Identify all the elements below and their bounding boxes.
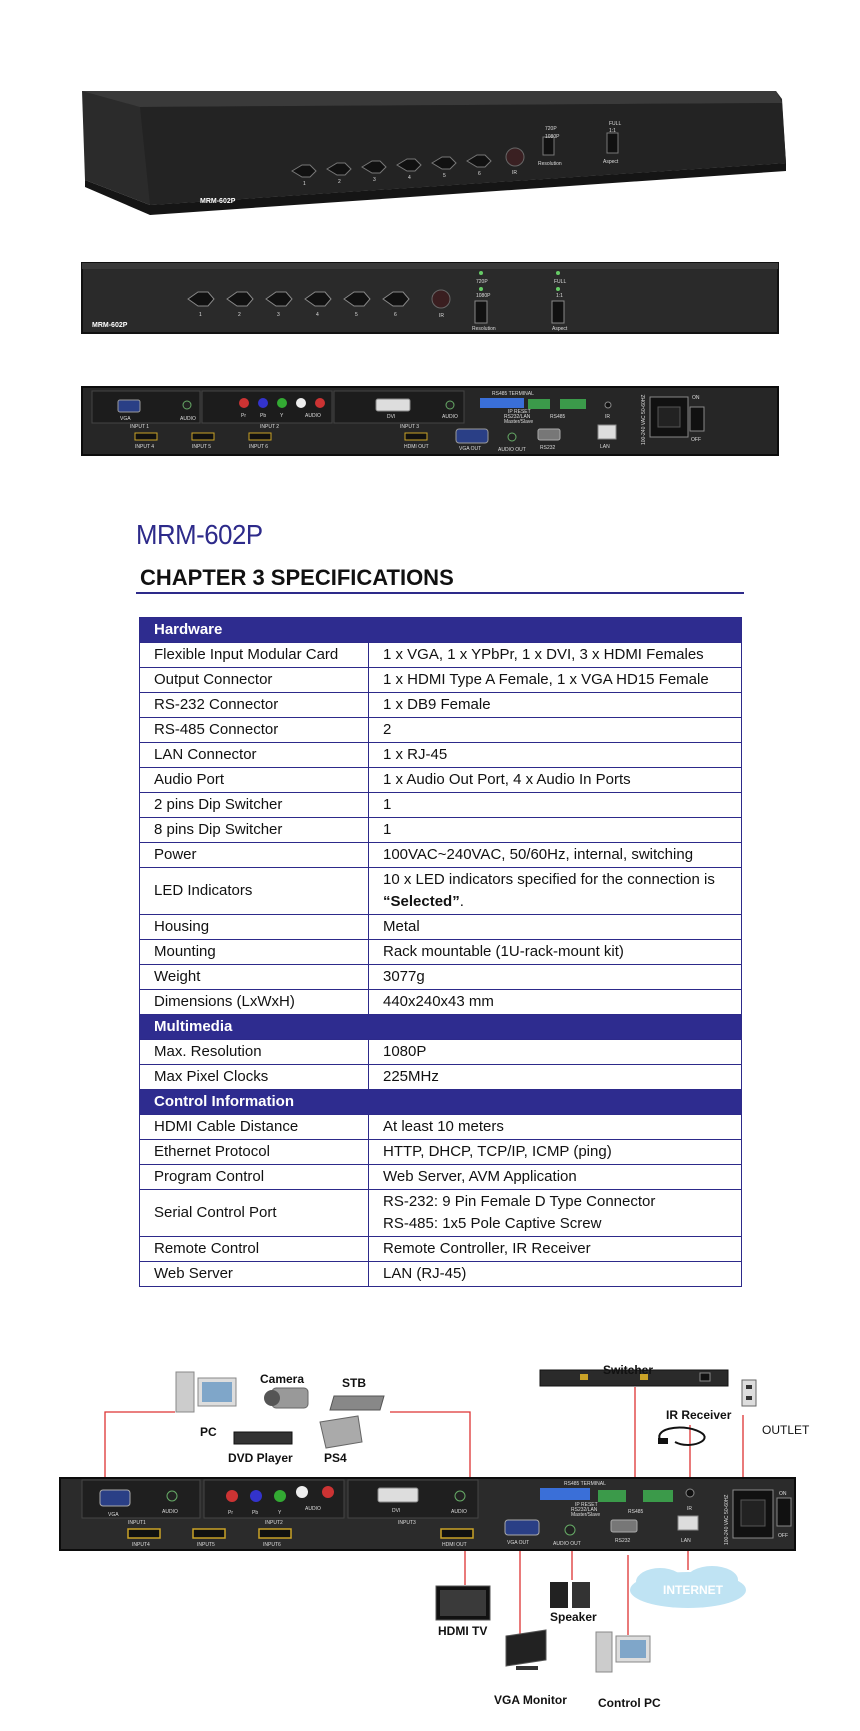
svg-text:100-240 VAC 50-60HZ: 100-240 VAC 50-60HZ [641, 394, 647, 445]
svg-text:1:1: 1:1 [609, 128, 616, 134]
vga-monitor-icon [506, 1630, 546, 1670]
svg-text:INPUT 3: INPUT 3 [400, 424, 420, 430]
connection-diagram [0, 1330, 860, 1730]
svg-text:IR: IR [512, 170, 517, 176]
table-row: RS-232 Connector 1 x DB9 Female [140, 693, 742, 718]
svg-text:AUDIO OUT: AUDIO OUT [498, 447, 526, 453]
svg-text:VGA OUT: VGA OUT [459, 446, 482, 452]
svg-text:5: 5 [443, 173, 446, 179]
front-model-label: MRM-602P [200, 198, 236, 205]
svg-text:INPUT 2: INPUT 2 [260, 424, 280, 430]
hdmi-tv-icon [436, 1586, 490, 1620]
ir-receiver-label: IR Receiver [666, 1408, 732, 1422]
svg-text:ON: ON [692, 395, 700, 401]
svg-text:1: 1 [303, 181, 306, 187]
svg-text:ON: ON [779, 1491, 787, 1497]
svg-text:DVI: DVI [387, 414, 396, 420]
svg-text:INPUT 4: INPUT 4 [135, 444, 155, 450]
svg-text:VGA OUT: VGA OUT [507, 1540, 530, 1546]
dvd-player-icon [234, 1432, 292, 1444]
hdmi-tv-label: HDMI TV [438, 1624, 488, 1638]
svg-text:Pr: Pr [228, 1510, 233, 1516]
svg-text:Master/Slave: Master/Slave [571, 1512, 601, 1518]
table-row: LED Indicators 10 x LED indicators specified for the connection is “Selected”. [140, 868, 742, 915]
internet-label: INTERNET [663, 1583, 723, 1597]
table-row: Program Control Web Server, AVM Application [140, 1165, 742, 1190]
svg-text:IP RESET: IP RESET [508, 409, 531, 415]
svg-text:6: 6 [478, 171, 481, 177]
ir-receiver-icon [658, 1427, 705, 1444]
ps4-icon [320, 1416, 362, 1448]
svg-text:6: 6 [394, 312, 397, 318]
svg-text:INPUT 5: INPUT 5 [192, 444, 212, 450]
svg-text:1080P: 1080P [476, 293, 491, 299]
svg-text:INPUT2: INPUT2 [265, 1520, 283, 1526]
svg-text:INPUT 1: INPUT 1 [130, 424, 150, 430]
model-title: MRM-602P [136, 519, 263, 550]
svg-text:100-240 VAC 50-60HZ: 100-240 VAC 50-60HZ [724, 1494, 730, 1545]
svg-text:IR: IR [687, 1506, 692, 1512]
switcher-label: Switcher [603, 1363, 654, 1377]
table-row: Dimensions (LxWxH) 440x240x43 mm [140, 990, 742, 1015]
svg-text:RS232/LAN: RS232/LAN [571, 1507, 598, 1513]
vga-monitor-label: VGA Monitor [494, 1693, 567, 1707]
svg-text:4: 4 [408, 175, 411, 181]
table-row: LAN Connector 1 x RJ-45 [140, 743, 742, 768]
front-panel-perspective-image [70, 75, 790, 225]
svg-text:AUDIO: AUDIO [451, 1509, 467, 1515]
table-row: Output Connector 1 x HDMI Type A Female, 1 x VGA HD15 Female [140, 668, 742, 693]
table-row: Web Server LAN (RJ-45) [140, 1262, 742, 1287]
section-header-hardware: Hardware [140, 618, 742, 643]
svg-text:3: 3 [277, 312, 280, 318]
pc-label: PC [200, 1425, 217, 1439]
stb-icon [330, 1396, 384, 1410]
svg-text:Aspect: Aspect [603, 159, 619, 165]
svg-text:INPUT5: INPUT5 [197, 1542, 215, 1548]
outlet-icon [742, 1380, 756, 1406]
table-row: Audio Port 1 x Audio Out Port, 4 x Audio In Ports [140, 768, 742, 793]
svg-text:VGA: VGA [120, 416, 131, 422]
svg-text:AUDIO: AUDIO [305, 1506, 321, 1512]
diagram-rear-panel [60, 1478, 795, 1550]
table-row: Serial Control Port RS-232: 9 Pin Female D Type Connector RS-485: 1x5 Pole Captive Screw [140, 1190, 742, 1237]
svg-text:FULL: FULL [554, 279, 567, 285]
svg-text:1:1: 1:1 [556, 293, 563, 299]
svg-text:OFF: OFF [778, 1533, 788, 1539]
table-row: Housing Metal [140, 915, 742, 940]
svg-text:INPUT1: INPUT1 [128, 1520, 146, 1526]
table-row: Max Pixel Clocks 225MHz [140, 1065, 742, 1090]
dvd-player-label: DVD Player [228, 1451, 293, 1465]
svg-text:Master/Slave: Master/Slave [504, 419, 534, 425]
svg-text:Pr: Pr [241, 413, 246, 419]
svg-text:720P: 720P [476, 279, 488, 285]
section-header-control: Control Information [140, 1090, 742, 1115]
table-row: Max. Resolution 1080P [140, 1040, 742, 1065]
svg-text:Resolution: Resolution [538, 161, 562, 167]
table-row: HDMI Cable Distance At least 10 meters [140, 1115, 742, 1140]
svg-text:RS485 TERMINAL: RS485 TERMINAL [492, 391, 534, 397]
chapter-title: CHAPTER 3 SPECIFICATIONS [140, 565, 454, 590]
table-row: Weight 3077g [140, 965, 742, 990]
speaker-label: Speaker [550, 1610, 597, 1624]
svg-text:OFF: OFF [691, 437, 701, 443]
svg-text:5: 5 [355, 312, 358, 318]
table-row: 8 pins Dip Switcher 1 [140, 818, 742, 843]
svg-text:Pb: Pb [252, 1510, 259, 1516]
table-row: Ethernet Protocol HTTP, DHCP, TCP/IP, ICMP (ping) [140, 1140, 742, 1165]
table-row: Power 100VAC~240VAC, 50/60Hz, internal, switching [140, 843, 742, 868]
svg-text:2: 2 [338, 179, 341, 185]
svg-text:AUDIO: AUDIO [162, 1509, 178, 1515]
chapter-rule [136, 592, 744, 594]
svg-text:LAN: LAN [600, 444, 610, 450]
svg-text:4: 4 [316, 312, 319, 318]
front-panel-image [80, 261, 780, 336]
table-row: Mounting Rack mountable (1U-rack-mount kit) [140, 940, 742, 965]
svg-text:RS232/LAN: RS232/LAN [504, 414, 531, 420]
camera-icon [264, 1388, 308, 1408]
svg-text:Y: Y [280, 413, 284, 419]
svg-text:RS232: RS232 [615, 1538, 631, 1544]
table-row: Flexible Input Modular Card 1 x VGA, 1 x YPbPr, 1 x DVI, 3 x HDMI Females [140, 643, 742, 668]
svg-text:Aspect: Aspect [552, 326, 568, 332]
svg-text:MRM-602P: MRM-602P [92, 322, 128, 329]
svg-text:RS232: RS232 [540, 445, 556, 451]
svg-text:1080P: 1080P [545, 134, 560, 140]
svg-text:INPUT6: INPUT6 [263, 1542, 281, 1548]
svg-text:AUDIO OUT: AUDIO OUT [553, 1541, 581, 1547]
control-pc-icon [596, 1632, 650, 1672]
rear-panel-image [80, 385, 780, 457]
svg-text:RS485: RS485 [550, 414, 566, 420]
svg-text:IR: IR [439, 313, 444, 319]
svg-text:RS485 TERMINAL: RS485 TERMINAL [564, 1481, 606, 1487]
speaker-icon [550, 1582, 590, 1608]
svg-text:AUDIO: AUDIO [442, 414, 458, 420]
svg-text:Resolution: Resolution [472, 326, 496, 332]
spec-table [139, 617, 742, 1287]
outlet-label: OUTLET [762, 1423, 810, 1437]
svg-text:RS485: RS485 [628, 1509, 644, 1515]
svg-text:2: 2 [238, 312, 241, 318]
section-header-multimedia: Multimedia [140, 1015, 742, 1040]
svg-text:INPUT4: INPUT4 [132, 1542, 150, 1548]
svg-text:Pb: Pb [260, 413, 267, 419]
svg-text:INPUT3: INPUT3 [398, 1520, 416, 1526]
svg-text:LAN: LAN [681, 1538, 691, 1544]
svg-text:IR: IR [605, 414, 610, 420]
table-row: Remote Control Remote Controller, IR Receiver [140, 1237, 742, 1262]
control-pc-label: Control PC [598, 1696, 661, 1710]
svg-text:720P: 720P [545, 126, 557, 132]
ps4-label: PS4 [324, 1451, 347, 1465]
svg-text:HDMI OUT: HDMI OUT [442, 1542, 467, 1548]
svg-text:3: 3 [373, 177, 376, 183]
svg-text:FULL: FULL [609, 121, 622, 127]
svg-text:1: 1 [199, 312, 202, 318]
svg-text:AUDIO: AUDIO [305, 413, 321, 419]
svg-text:VGA: VGA [108, 1512, 119, 1518]
svg-text:IP RESET: IP RESET [575, 1502, 598, 1508]
svg-text:Y: Y [278, 1510, 282, 1516]
table-row: 2 pins Dip Switcher 1 [140, 793, 742, 818]
table-row: RS-485 Connector 2 [140, 718, 742, 743]
svg-text:AUDIO: AUDIO [180, 416, 196, 422]
svg-text:HDMI OUT: HDMI OUT [404, 444, 429, 450]
pc-icon [176, 1372, 236, 1412]
svg-text:DVI: DVI [392, 1508, 401, 1514]
stb-label: STB [342, 1376, 366, 1390]
camera-label: Camera [260, 1372, 305, 1386]
svg-text:INPUT 6: INPUT 6 [249, 444, 269, 450]
